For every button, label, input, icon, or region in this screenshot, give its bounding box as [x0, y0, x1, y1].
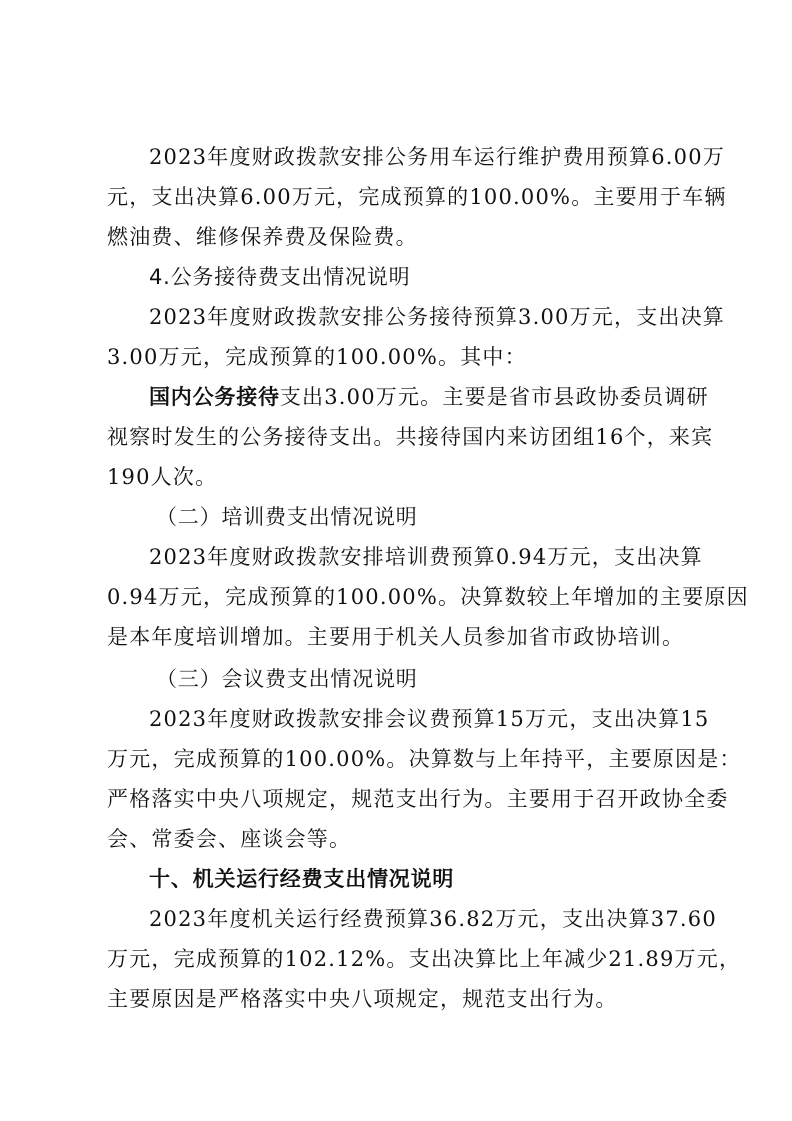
paragraph-line: 燃油费、维修保养费及保险费。 [107, 225, 418, 249]
section-heading: 十、机关运行经费支出情况说明 [149, 867, 455, 891]
paragraph-line: 元，支出决算6.00万元，完成预算的100.00%。主要用于车辆 [107, 185, 727, 209]
paragraph-line [0, 383, 792, 411]
paragraph-line: 是本年度培训增加。主要用于机关人员参加省市政协培训。 [107, 625, 685, 649]
section-heading: 4.公务接待费支出情况说明 [149, 265, 411, 289]
paragraph-text: 支出3.00万元。主要是省市县政协委员调研 [279, 385, 709, 409]
paragraph-line: 0.94万元，完成预算的100.00%。决算数较上年增加的主要原因 [107, 585, 749, 609]
paragraph-line: 2023年度财政拨款安排公务用车运行维护费用预算6.00万 [149, 145, 725, 169]
paragraph-line: 严格落实中央八项规定，规范支出行为。主要用于召开政协全委 [107, 787, 729, 811]
paragraph-line: 3.00万元，完成预算的100.00%。其中： [107, 345, 527, 369]
bold-term: 国内公务接待 [149, 385, 280, 409]
paragraph-line: 190人次。 [107, 465, 218, 489]
paragraph-line: 会、常委会、座谈会等。 [107, 827, 352, 851]
paragraph-line: 2023年度机关运行经费预算36.82万元，支出决算37.60 [149, 907, 717, 931]
paragraph-line: 2023年度财政拨款安排会议费预算15万元，支出决算15 [149, 707, 710, 731]
paragraph-line: 2023年度财政拨款安排培训费预算0.94万元，支出决算 [149, 545, 703, 569]
section-heading: （二）培训费支出情况说明 [156, 505, 418, 529]
paragraph-line: 万元，完成预算的102.12%。支出决算比上年减少21.89万元， [107, 947, 742, 971]
paragraph-line: 2023年度财政拨款安排公务接待预算3.00万元，支出决算 [149, 305, 725, 329]
paragraph-line: 万元，完成预算的100.00%。决算数与上年持平，主要原因是： [107, 747, 742, 771]
paragraph-line: 主要原因是严格落实中央八项规定，规范支出行为。 [107, 987, 618, 1011]
section-heading: （三）会议费支出情况说明 [156, 667, 418, 691]
paragraph-line: 视察时发生的公务接待支出。共接待国内来访团组16个，来宾 [107, 425, 714, 449]
